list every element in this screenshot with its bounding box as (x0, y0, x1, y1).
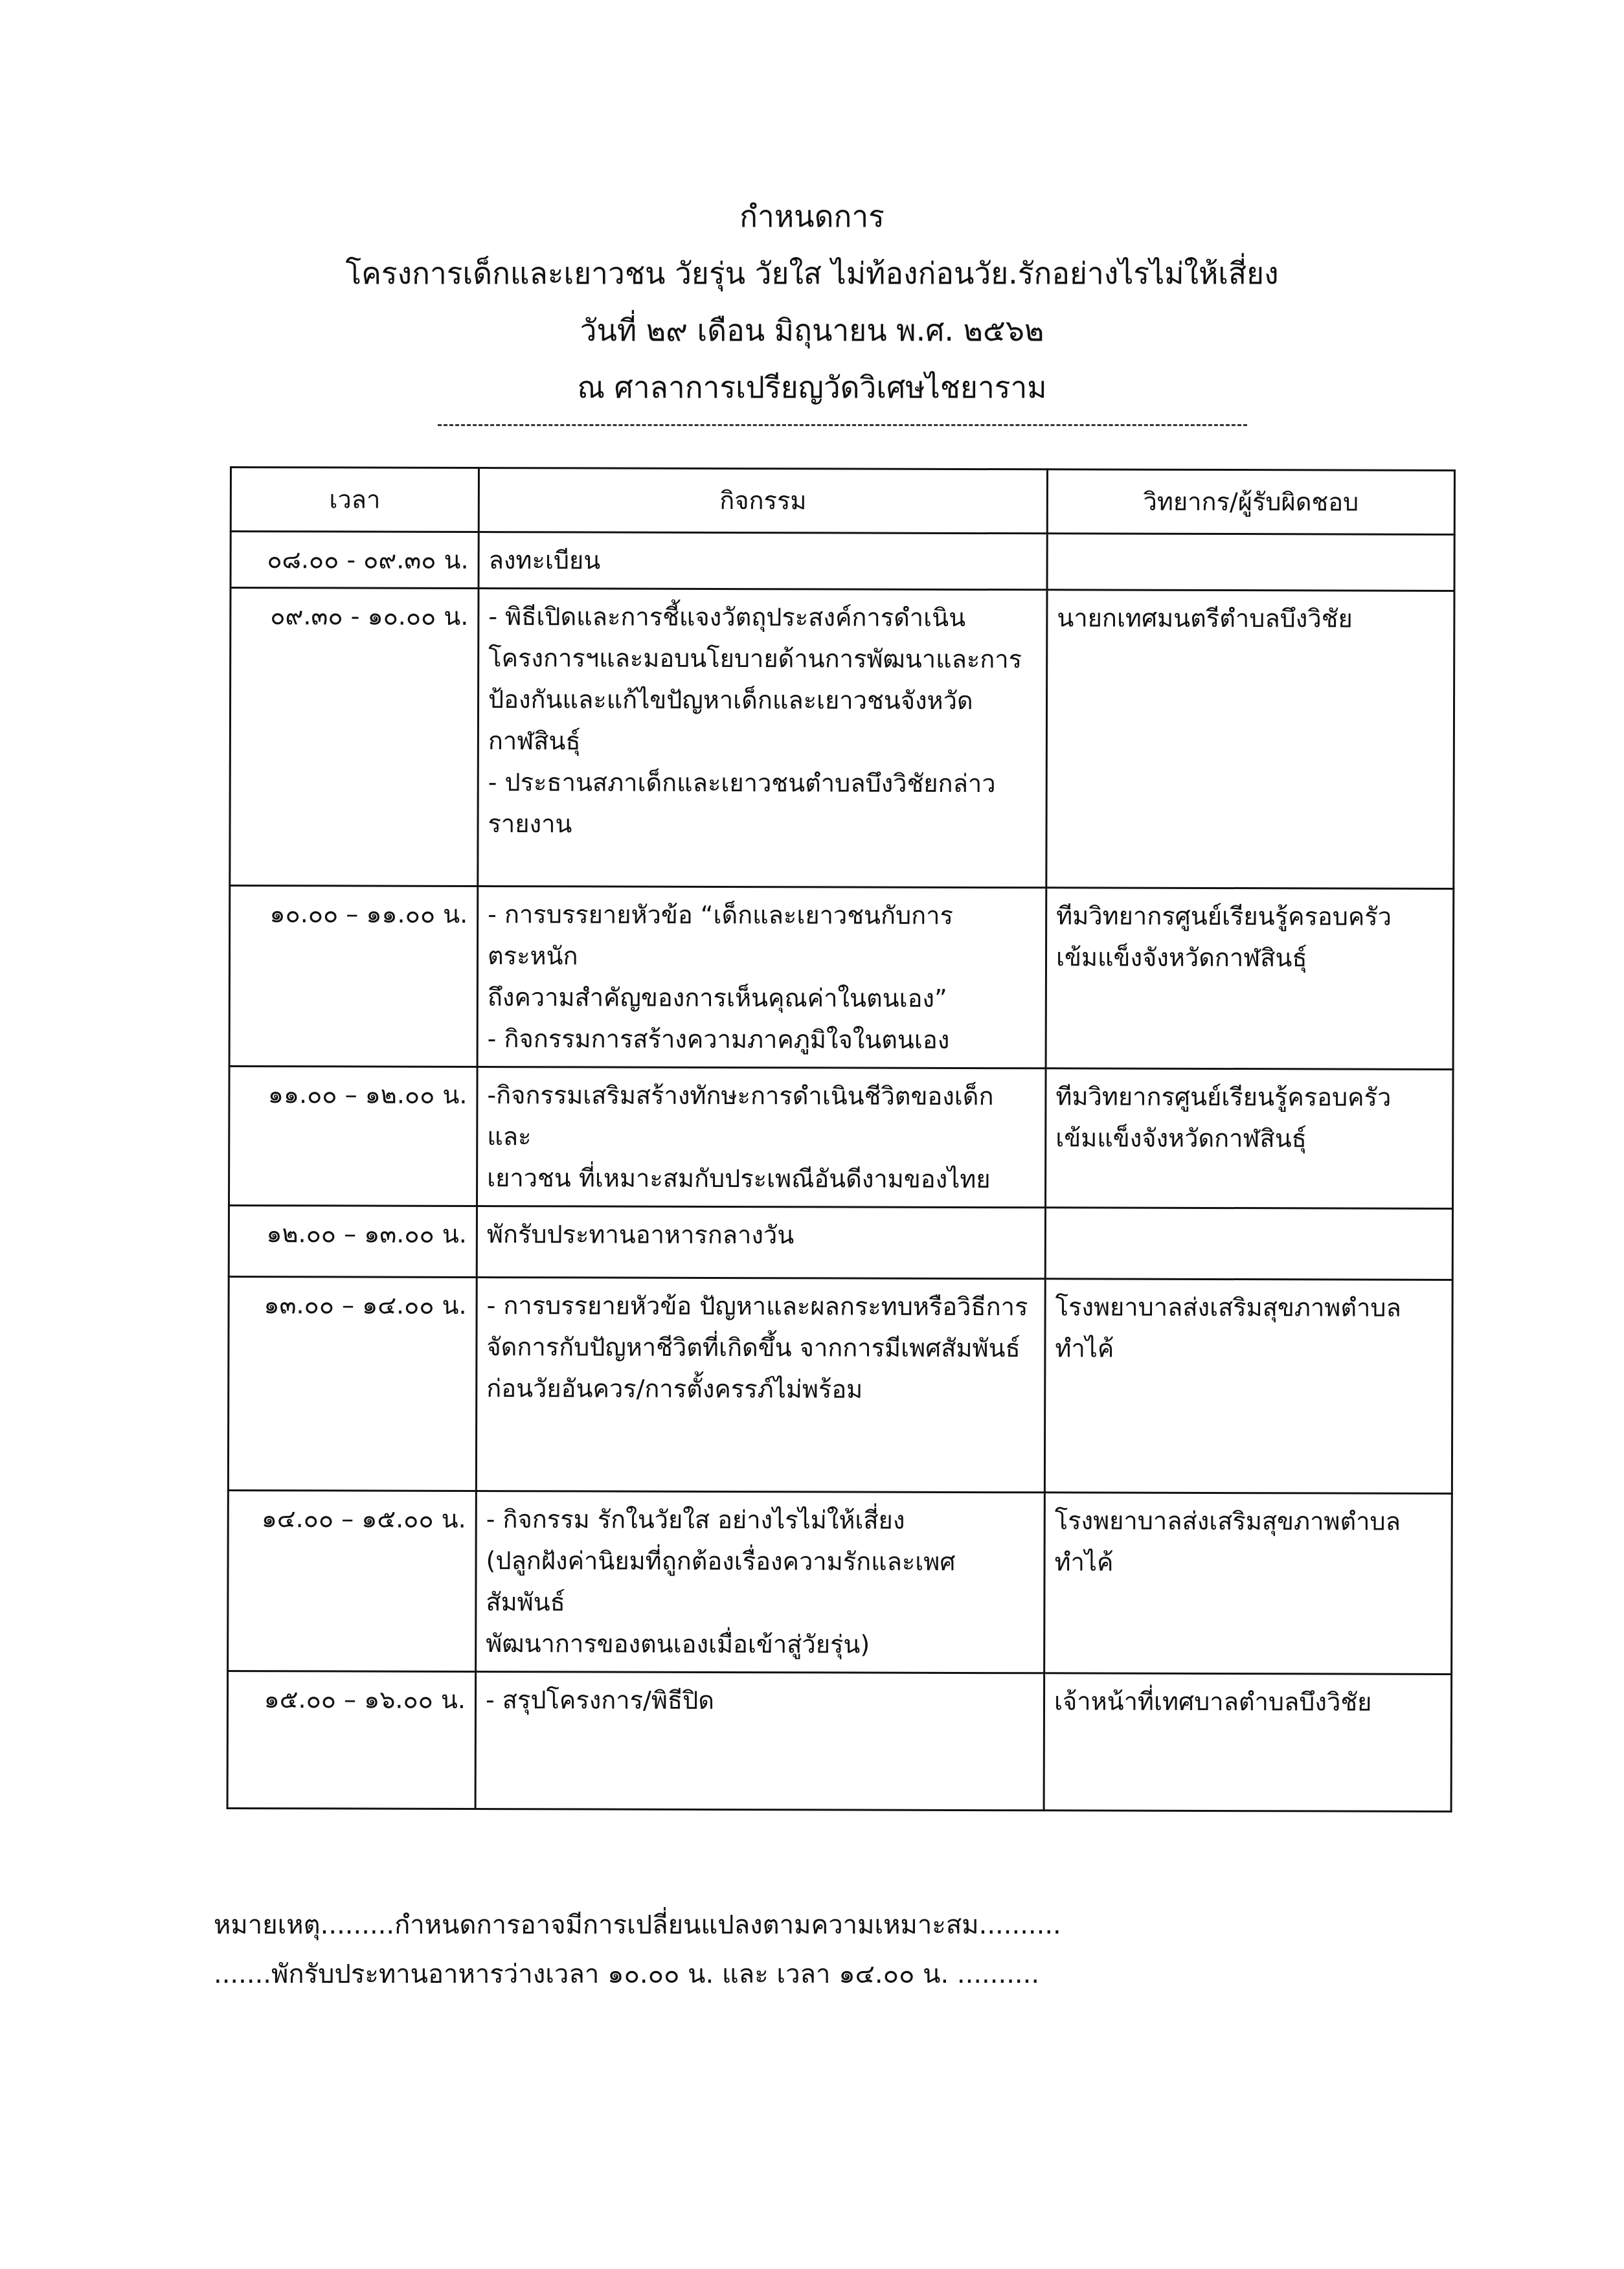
event-venue: ณ ศาลาการเปรียญวัดวิเศษไชยาราม (577, 370, 1047, 405)
activity-line: โครงการฯและมอบนโยบายด้านการพัฒนาและการ (488, 644, 1022, 674)
remarks (214, 1901, 1444, 1999)
row-responsible (1046, 1068, 1454, 1209)
activity-line: กาฬสินธุ์ (488, 727, 581, 756)
row-responsible (1044, 1673, 1452, 1812)
remark-line-2: .......พักรับประทานอาหารว่างเวลา ๑๐.๐๐ น. และ เวลา ๑๔.๐๐ น. .......... (214, 1959, 1040, 1989)
activity-line: ถึงความสำคัญของการเห็นคุณค่าในตนเอง” (487, 983, 947, 1013)
row-time: ๑๐.๐๐ – ๑๑.๐๐ น. (229, 886, 478, 1067)
row-responsible (1046, 888, 1454, 1070)
responsible-line: ทีมวิทยากรศูนย์เรียนรู้ครอบครัว (1056, 901, 1392, 931)
activity-line: เยาวชน ที่เหมาะสมกับประเพณีอันดีงามของไทย (487, 1164, 991, 1194)
header-time: เวลา (231, 468, 479, 532)
row-time: ๑๓.๐๐ – ๑๔.๐๐ น. (228, 1276, 477, 1491)
activity-line: ป้องกันและแก้ไขปัญหาเด็กและเยาวชนจังหวัด (488, 685, 973, 716)
activity-line: -กิจกรรมเสริมสร้างทักษะการดำเนินชีวิตของเด็กและ (487, 1081, 994, 1151)
activity-line: - การบรรยายหัวข้อ ปัญหาและผลกระทบหรือวิธีการ (486, 1291, 1028, 1322)
activity-line: ก่อนวัยอันควร/การตั้งครรภ์ไม่พร้อม (486, 1374, 863, 1404)
activity-line: - ประธานสภาเด็กและเยาวชนตำบลบึงวิชัยกล่าว (488, 768, 996, 798)
document-title: กำหนดการ (739, 199, 885, 234)
activity-line: - กิจกรรม รักในวัยใส อย่างไรไม่ให้เสี่ยง (486, 1505, 905, 1535)
activity-line: พักรับประทานอาหารกลางวัน (486, 1220, 795, 1250)
row-time: ๑๔.๐๐ – ๑๕.๐๐ น. (228, 1490, 477, 1671)
responsible-line: โรงพยาบาลส่งเสริมสุขภาพตำบล (1055, 1293, 1401, 1322)
row-activity (478, 589, 1047, 888)
project-name: โครงการเด็กและเยาวชน วัยรุ่น วัยใส ไม่ท้องก่อนวัย.รักอย่างไรไม่ให้เสี่ยง (345, 256, 1279, 291)
table-row (229, 886, 1454, 1070)
responsible-line: โรงพยาบาลส่งเสริมสุขภาพตำบล (1054, 1506, 1401, 1536)
event-date: วันที่ ๒๙ เดือน มิถุนายน พ.ศ. ๒๕๖๒ (580, 313, 1044, 348)
responsible-line: นายกเทศมนตรีตำบลบึงวิชัย (1057, 604, 1353, 633)
row-responsible (1044, 1279, 1452, 1494)
document-header (0, 188, 1624, 416)
table-header-row (231, 468, 1454, 535)
row-activity (477, 1206, 1045, 1279)
row-activity (479, 532, 1047, 590)
activity-line: ลงทะเบียน (488, 546, 601, 575)
table-row (227, 1671, 1452, 1811)
responsible-line: ทำไค้ (1055, 1334, 1114, 1363)
dashed-divider (438, 424, 1247, 426)
table-row (230, 588, 1454, 889)
header-activity: กิจกรรม (479, 468, 1047, 534)
activity-line: รายงาน (488, 809, 572, 839)
activity-line: - กิจกรรมการสร้างความภาคภูมิใจในตนเอง (487, 1024, 950, 1054)
responsible-line: เข้มแข็งจังหวัดกาฬสินธุ์ (1055, 943, 1307, 973)
row-time: ๐๙.๓๐ - ๑๐.๐๐ น. (230, 588, 479, 886)
remark-line-1: หมายเหตุ.........กำหนดการอาจมีการเปลี่ยนแปลงตามความเหมาะสม.......... (214, 1910, 1061, 1940)
row-activity (477, 886, 1046, 1068)
row-responsible (1044, 1493, 1452, 1675)
schedule-table (227, 466, 1456, 1812)
activity-line: - สรุปโครงการ/พิธีปิด (485, 1686, 714, 1715)
activity-line: - การบรรยายหัวข้อ “เด็กและเยาวชนกับการตระหนัก (487, 900, 954, 971)
row-responsible (1046, 590, 1454, 889)
row-time: ๑๒.๐๐ – ๑๓.๐๐ น. (229, 1206, 477, 1278)
row-responsible (1047, 534, 1454, 591)
table-row (229, 1206, 1452, 1280)
activity-line: พัฒนาการของตนเองเมื่อเข้าสู่วัยรุ่น) (486, 1629, 870, 1659)
row-activity (476, 1278, 1045, 1493)
row-activity (475, 1672, 1044, 1811)
row-time: ๐๘.๐๐ - ๐๙.๓๐ น. (231, 532, 479, 589)
schedule-body (227, 532, 1454, 1812)
row-activity (476, 1491, 1045, 1673)
activity-line: - พิธีเปิดและการชี้แจงวัตถุประสงค์การดำเนิน (488, 602, 966, 632)
table-row (228, 1490, 1452, 1674)
header-responsible: วิทยากร/ผู้รับผิดชอบ (1047, 469, 1454, 535)
row-time: ๑๕.๐๐ – ๑๖.๐๐ น. (227, 1671, 476, 1809)
responsible-line: ทีมวิทยากรศูนย์เรียนรู้ครอบครัว (1055, 1082, 1392, 1112)
responsible-line: เข้มแข็งจังหวัดกาฬสินธุ์ (1055, 1123, 1307, 1153)
table-row (231, 532, 1454, 591)
table-row (229, 1067, 1454, 1209)
responsible-line: เจ้าหน้าที่เทศบาลตำบลบึงวิชัย (1054, 1687, 1372, 1717)
table-row (228, 1276, 1452, 1493)
row-responsible (1045, 1208, 1452, 1280)
responsible-line: ทำไค้ (1054, 1548, 1114, 1577)
row-activity (477, 1067, 1046, 1208)
activity-line: (ปลูกฝังค่านิยมที่ถูกต้องเรื่องความรักและเพศสัมพันธ์ (486, 1546, 956, 1617)
row-time: ๑๑.๐๐ – ๑๒.๐๐ น. (229, 1067, 478, 1206)
activity-line: จัดการกับปัญหาชีวิตที่เกิดขึ้น จากการมีเพศสัมพันธ์ (486, 1333, 1021, 1363)
